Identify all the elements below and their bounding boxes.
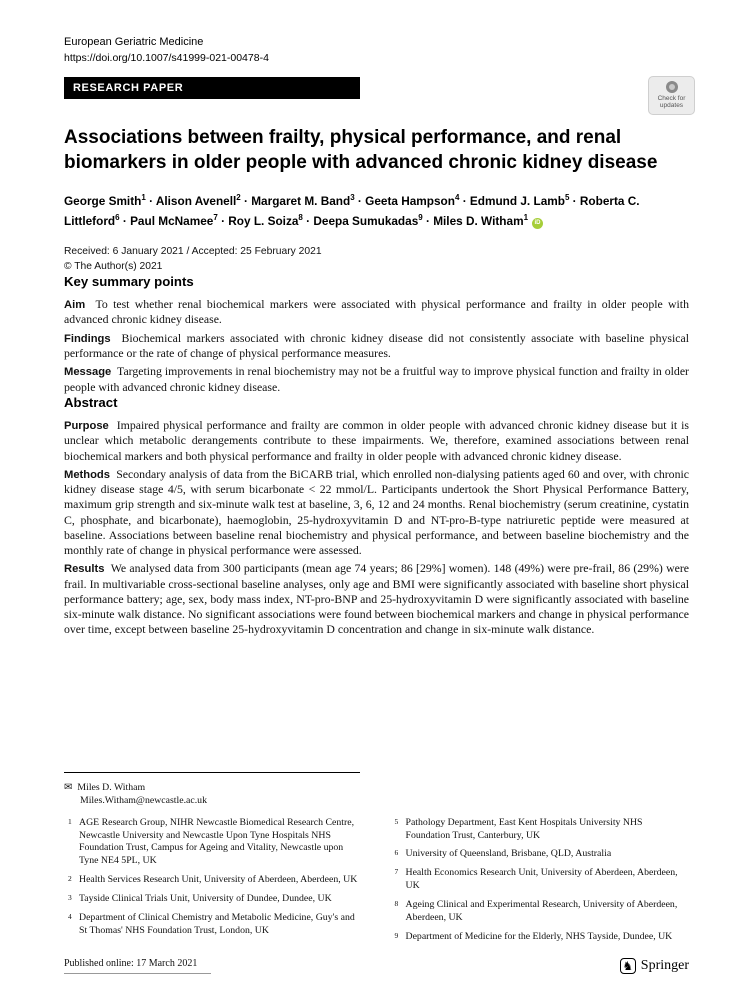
- paragraph-label: Methods: [64, 468, 110, 481]
- springer-logo: [620, 958, 689, 974]
- author-name: Deepa Sumukadas$^9$: [313, 213, 423, 229]
- article-history: [64, 245, 689, 274]
- affiliation-item: 1 AGE Research Group, NIHR Newcastle Biomedical Research Centre, Newcastle University and Newcastle Upon Tyne Hospitals NHS Foundation Trust, Campus for Ageing and Vitality, Newcastle upon Tyne NE4 5PL, UK: [68, 816, 355, 867]
- author-separator: ·: [569, 194, 580, 209]
- affiliation-item: 7 Health Economics Research Unit, University of Aberdeen, Aberdeen, UK: [394, 867, 678, 892]
- abstract-heading: Abstract: [64, 394, 118, 410]
- abstract-body: [64, 415, 689, 638]
- corresponding-author-name: Miles D. Witham: [77, 781, 146, 793]
- author-separator: ·: [119, 214, 131, 229]
- affiliation-item: 9 Department of Medicine for the Elderly, NHS Tayside, Dundee, UK: [394, 931, 673, 943]
- footnote-area: [64, 764, 689, 974]
- journal-header: [64, 36, 689, 65]
- article-title: Associations between frailty, physical performance, and renal biomarkers in older people with advanced chronic kidney disease: [64, 126, 658, 173]
- affiliations-left-column: [64, 817, 363, 950]
- author-separator: ·: [354, 194, 366, 209]
- check-for-updates-badge[interactable]: [648, 76, 695, 115]
- author-name: Roberta C. Littleford$^6$: [64, 194, 640, 229]
- author-name: Margaret M. Band$^3$: [251, 193, 355, 209]
- affiliation-item: 4 Department of Clinical Chemistry and Metabolic Medicine, Guy's and St Thomas' NHS Foundation Trust, London, UK: [68, 912, 355, 937]
- springer-horse-icon: ♞: [620, 958, 636, 974]
- affiliation-item: 3 Tayside Clinical Trials Unit, University of Dundee, Dundee, UK: [68, 893, 332, 905]
- correspondence-email[interactable]: Miles.Witham@newcastle.ac.uk: [80, 795, 207, 807]
- doi-link[interactable]: https://doi.org/10.1007/s41999-021-00478-4: [64, 51, 269, 64]
- correspondence-block: [64, 781, 689, 808]
- labeled-paragraph: Aim To test whether renal biochemical markers were associated with physical performance and frailty in older people with advanced chronic kidney disease.: [64, 296, 689, 327]
- author-name: Paul McNamee$^7$: [130, 213, 218, 229]
- author-separator: ·: [240, 194, 252, 209]
- affiliation-item: 6 University of Queensland, Brisbane, QLD, Australia: [394, 848, 612, 860]
- paragraph-label: Findings: [64, 332, 111, 345]
- key-summary-body: [64, 294, 689, 395]
- article-type-banner: RESEARCH PAPER: [64, 77, 360, 99]
- received-accepted-dates: Received: 6 January 2021 / Accepted: 25 February 2021: [64, 246, 322, 258]
- key-summary-heading: Key summary points: [64, 273, 194, 289]
- springer-wordmark: Springer: [640, 958, 689, 973]
- author-name: Geeta Hampson$^4$: [365, 193, 460, 209]
- author-separator: ·: [302, 214, 314, 229]
- paragraph-label: Results: [64, 563, 105, 576]
- journal-name: European Geriatric Medicine: [64, 36, 204, 48]
- labeled-paragraph: Methods Secondary analysis of data from the BiCARB trial, which enrolled non-dialysing patients aged 60 and over, with chronic kidney disease stage 4/5, with serum bicarbonate < 22 mmol/L. Participants undertook the Short Physical Performance Battery, maximum grip strength and six-minute walk test at baseline, 3, 6, 12 and 24 months. Renal biochemistry (serum creatinine, cystatin C, phosphate, and bicarbonate), haemoglobin, 25-hydroxyvitamin D and NT-pro-B-type natriuretic peptide were measured at baseline. Associations between baseline renal biochemistry and physical performance, and between baseline biochemistry and the monthly rate of change in physical performance were assessed.: [64, 466, 689, 557]
- orcid-icon[interactable]: iD: [532, 218, 543, 229]
- check-for-updates-label: Check for updates: [657, 94, 686, 110]
- labeled-paragraph: Findings Biochemical markers associated with chronic kidney disease did not consistently associate with baseline physical performance or the rate of change of physical performance measures.: [64, 330, 689, 361]
- author-name: George Smith$^1$: [64, 193, 146, 209]
- copyright-line: © The Author(s) 2021: [64, 260, 163, 272]
- envelope-icon: ✉: [64, 781, 73, 793]
- article-type-row: [64, 77, 689, 110]
- paragraph-label: Aim: [64, 298, 86, 311]
- crossmark-icon: [666, 81, 678, 93]
- labeled-paragraph: Results We analysed data from 300 participants (mean age 74 years; 86 [29%] women). 148 (49%) were pre-frail, 86 (29%) were frail. In multivariable cross-sectional baseline analyses, only age and BMI were significantly associated with baseline short physical performance battery; age, sex, body mass index, NT-pro-BNP and 25-hydroxyvitamin D were significantly associated with baseline six-minute walk distance. No significant associations were found between biochemical markers and change in physical performance over time, except between baseline 25-hydroxyvitamin D concentration and change in six-minute walk distance.: [64, 561, 689, 637]
- corresponding-author-row: [64, 781, 689, 795]
- affiliations-right-column: [391, 817, 690, 950]
- affiliation-item: 8 Ageing Clinical and Experimental Research, University of Aberdeen, Aberdeen, UK: [394, 899, 678, 924]
- affiliation-item: 2 Health Services Research Unit, University of Aberdeen, Aberdeen, UK: [68, 874, 358, 886]
- labeled-paragraph: Message Targeting improvements in renal biochemistry may not be a fruitful way to improve physical function and frailty in older people with advanced chronic kidney disease.: [64, 364, 689, 394]
- labeled-paragraph: Purpose Impaired physical performance and frailty are common in older people with advanced chronic kidney disease but it is unclear which metabolic derangements contribute to these impairments. We, therefore, examined associations between renal biochemical markers and both physical performance and frailty in older people with advanced chronic kidney disease.: [64, 417, 689, 463]
- page-footer: [64, 958, 689, 974]
- author-separator: ·: [459, 194, 470, 209]
- paragraph-label: Purpose: [64, 419, 109, 432]
- author-name: Roy L. Soiza$^8$: [228, 213, 303, 229]
- author-name: Miles D. Witham$^1$iD: [433, 214, 543, 228]
- author-separator: ·: [217, 214, 229, 229]
- paragraph-label: Message: [64, 366, 112, 379]
- footnote-rule: [64, 772, 360, 773]
- affiliation-item: 5 Pathology Department, East Kent Hospitals University NHS Foundation Trust, Canterbury, UK: [394, 816, 643, 841]
- author-list: [64, 191, 689, 231]
- author-name: Alison Avenell$^2$: [155, 193, 241, 209]
- affiliations: [64, 817, 689, 950]
- author-separator: ·: [422, 214, 434, 229]
- published-online-date: Published online: 17 March 2021: [64, 958, 211, 974]
- author-name: Edmund J. Lamb$^5$: [469, 193, 570, 209]
- author-separator: ·: [145, 194, 156, 209]
